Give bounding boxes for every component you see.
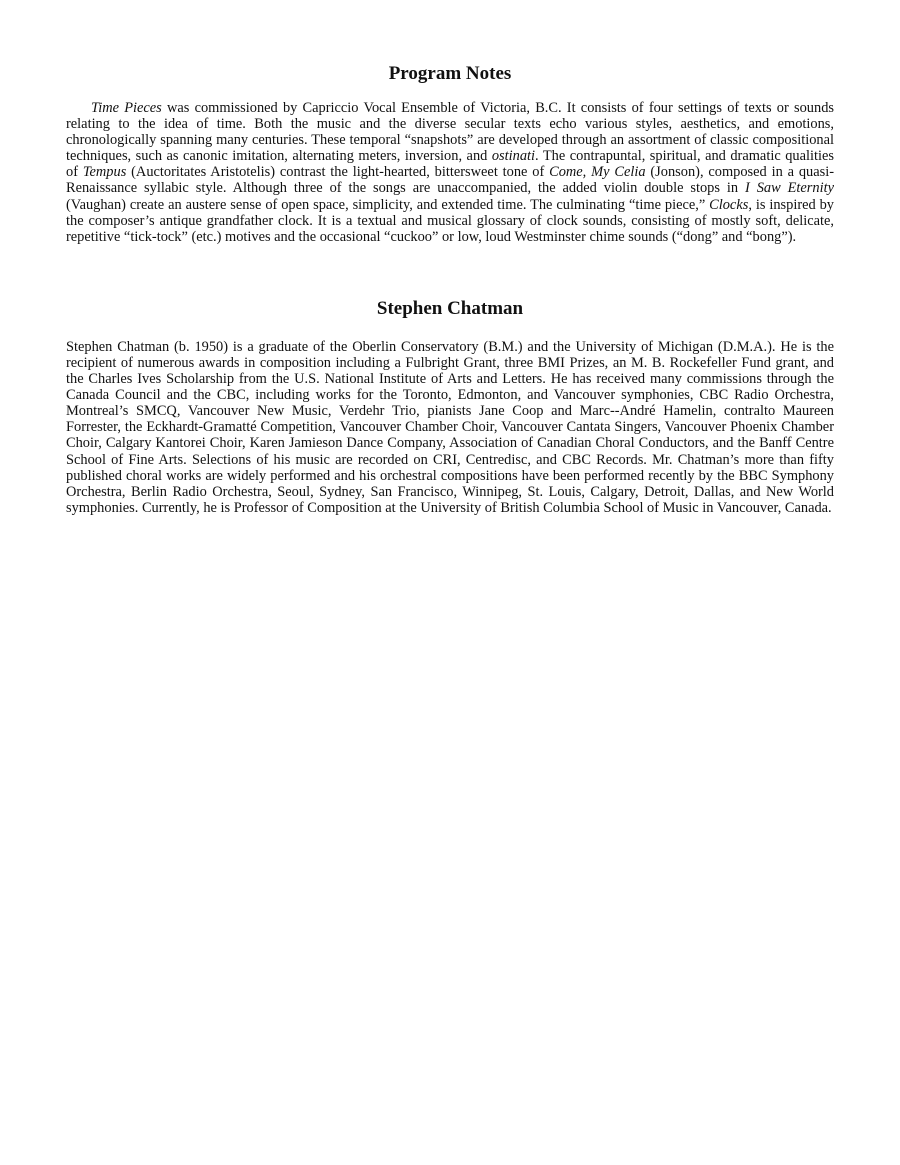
- work-title-come-my-celia: Come, My Celia: [549, 164, 646, 181]
- text-run: , is inspired by the composer’s antique grandfather clock. It is a textual and musical glossary of clock sounds, consisting of mostly soft, delicate, repetitive “tick-tock” (etc.) motives and the occasional “cuckoo” or low, loud Westminster chime sounds (“dong” and “bong”).: [66, 196, 834, 245]
- biography-section: [66, 295, 834, 516]
- text-run: (Vaughan) create an austere sense of open space, simplicity, and extended time. The culminating “time piece,”: [66, 196, 710, 213]
- document-page: [66, 60, 834, 516]
- biography-heading: Stephen Chatman: [376, 297, 524, 319]
- text-run: was commissioned by Capriccio Vocal Ensemble of Victoria, B.C. It consists of four settings of texts or sounds relating to the idea of time. Both the music and the diverse secular texts echo various styles, aesthetics, and emotions, chronologically spanning many centuries. These temporal “snapshots” are developed through an assortment of classic compositional techniques, such as canonic imitation, alternating meters, inversion, and: [66, 100, 834, 165]
- term-ostinati: ostinati: [491, 148, 536, 165]
- program-notes-heading: Program Notes: [388, 63, 512, 84]
- text-run: . The contrapuntal, spiritual, and dramatic qualities of: [66, 148, 834, 181]
- work-title-time-pieces: Time Pieces: [91, 100, 162, 116]
- work-title-clocks: Clocks: [709, 196, 749, 213]
- program-notes-paragraph: [66, 100, 834, 245]
- work-title-tempus: Tempus: [82, 164, 127, 181]
- text-run: (Jonson), composed in a quasi-Renaissance syllabic style. Although three of the songs are unaccompanied, the added violin double stops in: [66, 164, 835, 197]
- work-title-i-saw-eternity: I Saw Eternity: [745, 180, 834, 197]
- biography-paragraph: Stephen Chatman (b. 1950) is a graduate of the Oberlin Conservatory (B.M.) and the University of Michigan (D.M.A.). He is the recipient of numerous awards in composition including a Fulbright Grant, three BMI Prizes, an M. B. Rockefeller Fund grant, and the Charles Ives Scholarship from the U.S. National Institute of Arts and Letters. He has received many commissions through the Canada Council and the CBC, including works for the Toronto, Edmonton, and Vancouver symphonies, CBC Radio Orchestra, Montreal’s SMCQ, Vancouver New Music, Verdehr Trio, pianists Jane Coop and Marc--André Hamelin, contralto Maureen Forrester, the Eckhardt-Gramatté Competition, Vancouver Chamber Choir, Vancouver Cantata Singers, Vancouver Phoenix Chamber Choir, Calgary Kantorei Choir, Karen Jamieson Dance Company, Association of Canadian Choral Conductors, and the Banff Centre School of Fine Arts. Selections of his music are recorded on CRI, Centredisc, and CBC Records. Mr. Chatman’s more than fifty published choral works are widely performed and his orchestral compositions have been performed recently by the BBC Symphony Orchestra, Berlin Radio Orchestra, Seoul, Sydney, San Francisco, Winnipeg, St. Louis, Calgary, Detroit, Dallas, and New World symphonies. Currently, he is Professor of Composition at the University of British Columbia School of Music in Vancouver, Canada.: [66, 338, 834, 516]
- text-run: (Auctoritates Aristotelis) contrast the light-hearted, bittersweet tone of: [126, 164, 550, 181]
- program-notes-section: [66, 60, 834, 245]
